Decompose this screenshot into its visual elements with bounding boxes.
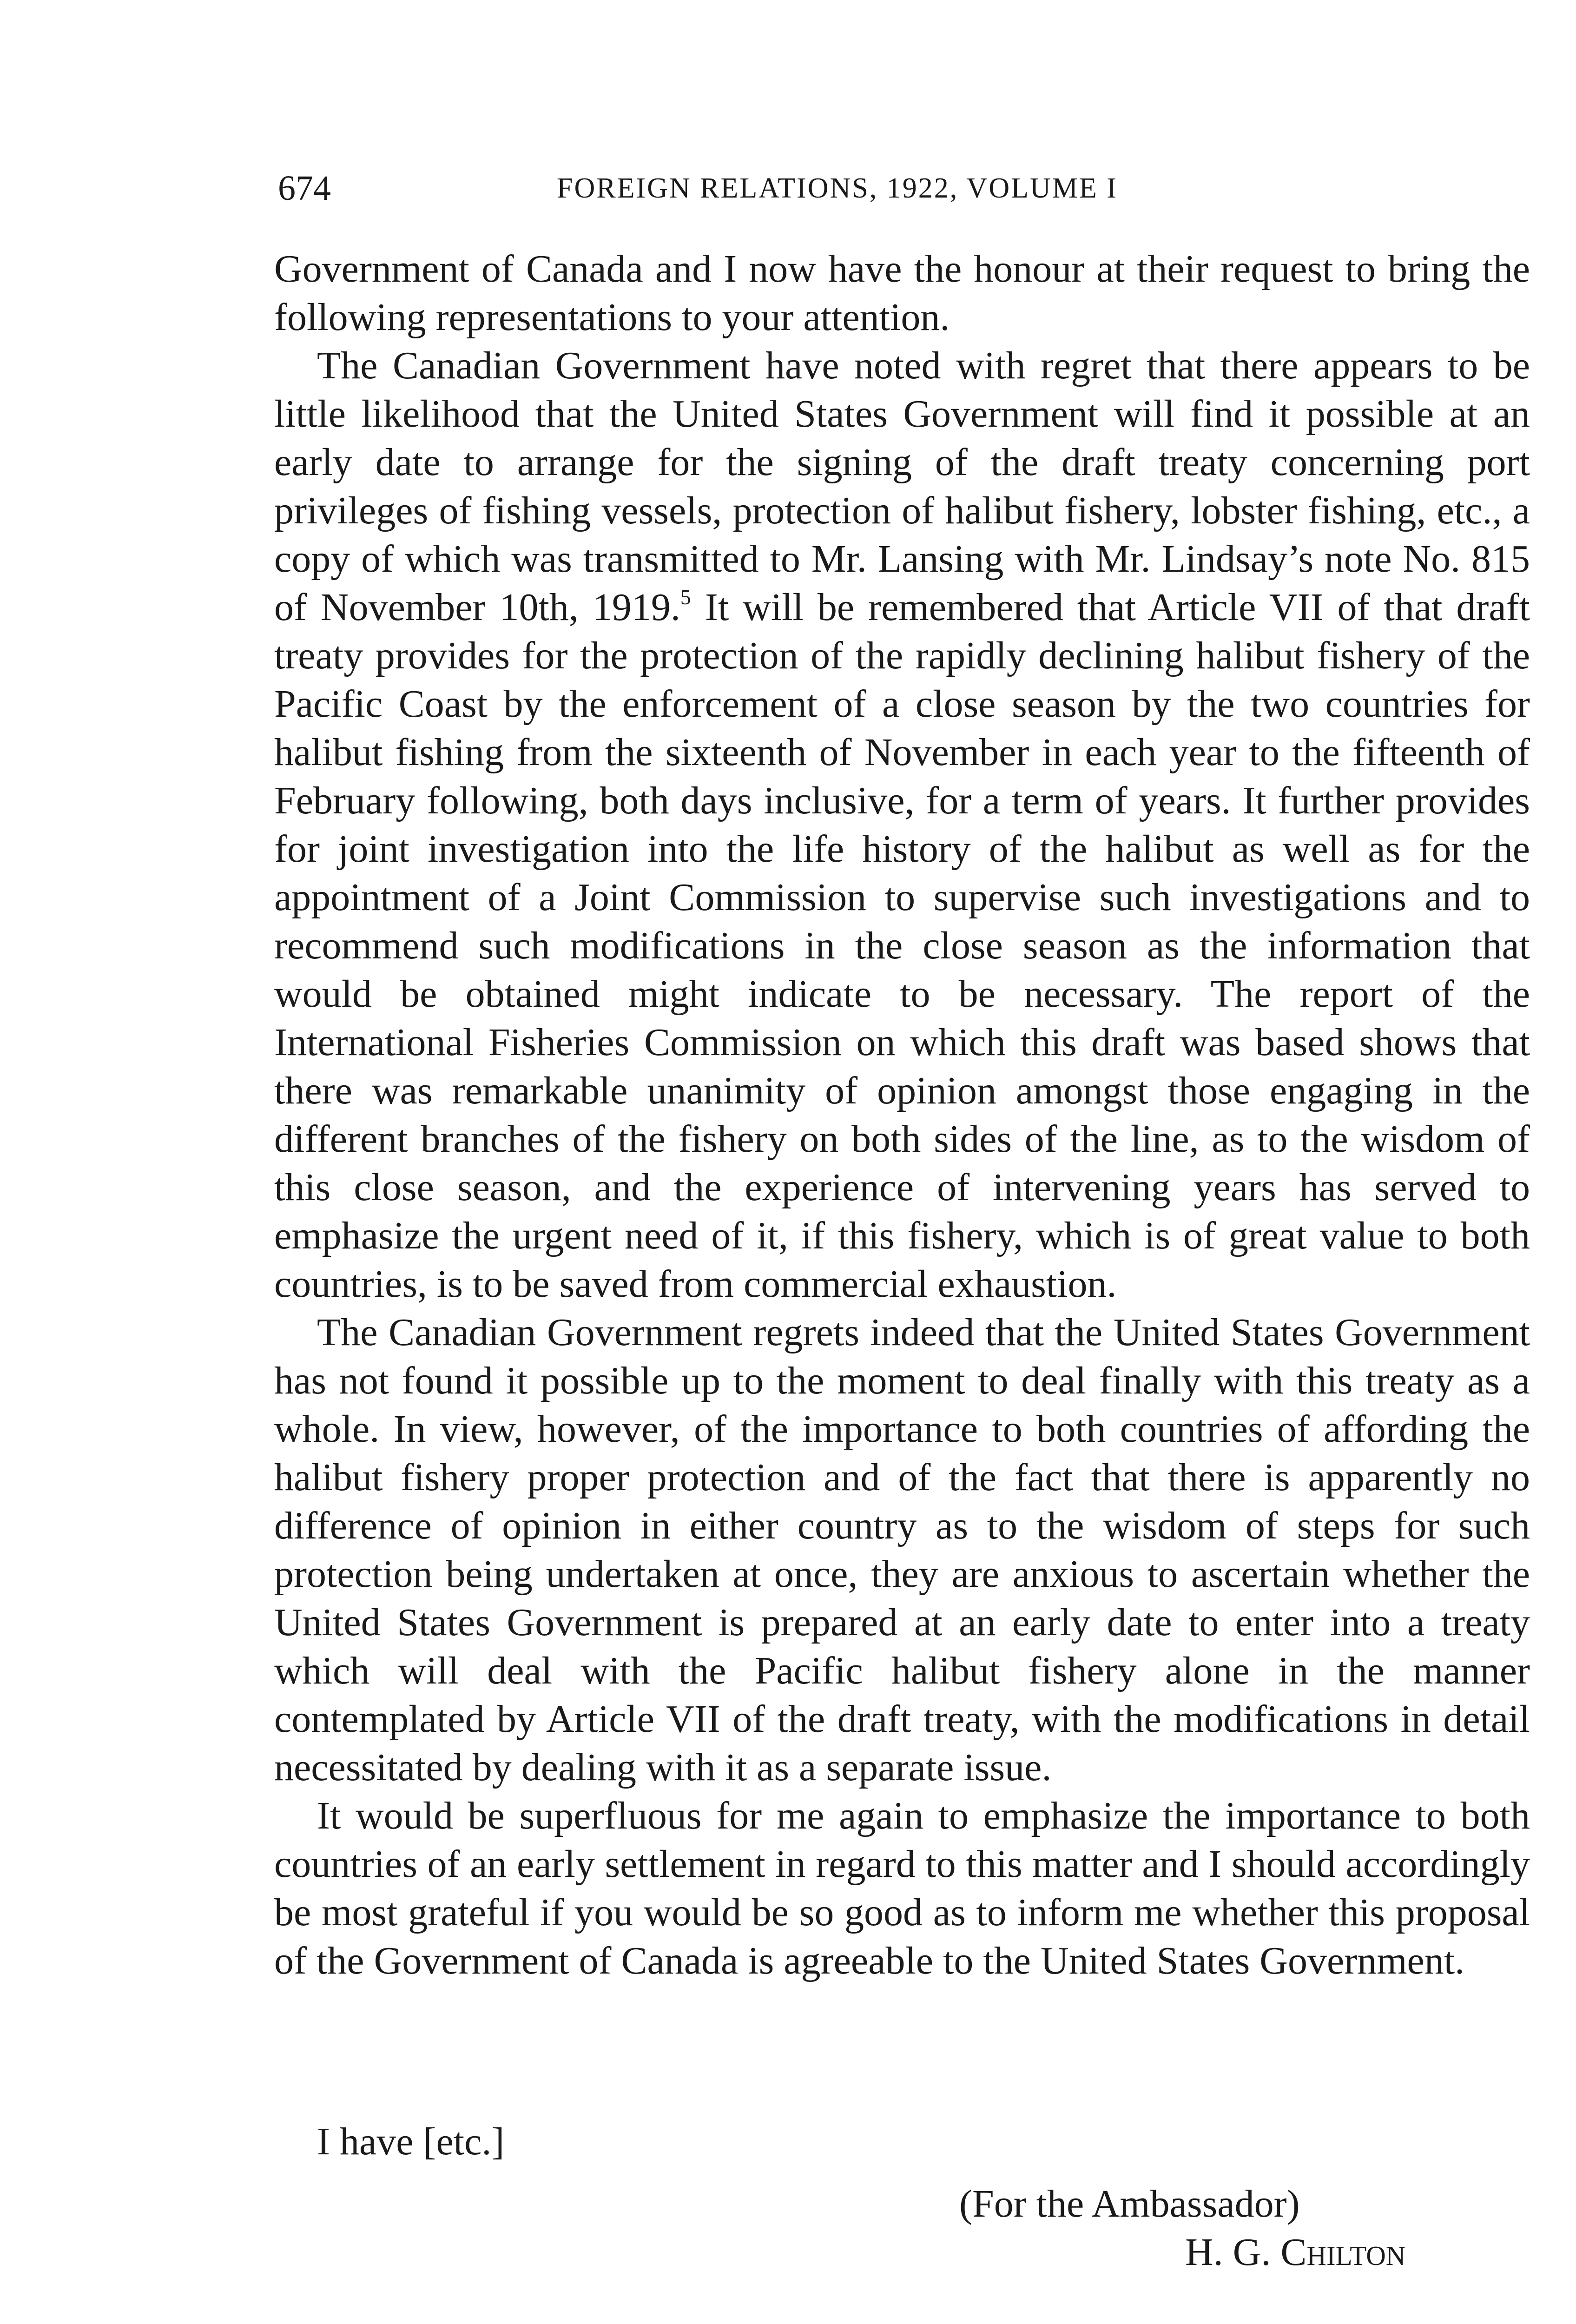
signature-name: H. G. Chilton	[1185, 2231, 1406, 2274]
letter-body	[274, 245, 1530, 1985]
closing-line: I have [etc.]	[317, 2120, 505, 2163]
paragraph-draft-treaty-text: The Canadian Government have noted with regret that there appears to be little likelihood that the United States Government will find it possible at an early date to arrange for the signing of the draft treaty concerning port privileges of fishing vessels, protection of halibut fishery, lobster fishing, etc., a copy of which was transmitted to Mr. Lansing with Mr. Lindsay’s note No. 815 of November 10th, 1919.	[274, 344, 1530, 629]
signature-for-line: (For the Ambassador)	[959, 2182, 1300, 2225]
paragraph-article-vii-text: It will be remembered that Article VII of that draft treaty provides for the protection of the rapidly declining halibut fishery of the Pacific Coast by the enforcement of a close season by the two countries for halibut fishing from the sixteenth of November in each year to the fifteenth of February following, both days inclusive, for a term of years. It further provides for joint investigation into the life history of the halibut as well as for the appointment of a Joint Commission to supervise such investigations and to recommend such modifications in the close season as the information that would be obtained might indicate to be necessary. The report of the International Fisheries Commission on which this draft was based shows that there was remarkable unanimity of opinion amongst those engaging in the different branches of the fishery on both sides of the line, as to the wisdom of this close season, and the experience of intervening years has served to emphasize the urgent need of it, if this fishery, which is of great value to both countries, is to be saved from commercial exhaustion.	[274, 586, 1530, 1306]
page-number: 674	[278, 169, 331, 208]
footnote-reference: 5	[680, 585, 691, 609]
signature-block	[959, 2180, 1470, 2277]
running-head: FOREIGN RELATIONS, 1922, VOLUME I	[557, 172, 1118, 204]
paragraph-continuation: Government of Canada and I now have the honour at their request to bring the following representations to your attention.	[274, 247, 1530, 339]
paragraph-draft-treaty	[274, 342, 1530, 1308]
paragraph-request: It would be superfluous for me again to emphasize the importance to both countries of an early settlement in regard to this matter and I should accordingly be most grateful if you would be so good as to inform me whether this proposal of the Government of Canada is agreeable to the United States Government.	[274, 1794, 1530, 1982]
page-header	[278, 163, 1533, 214]
paragraph-canadian-regret: The Canadian Government regrets indeed that the United States Government has not found it possible up to the moment to deal finally with this treaty as a whole. In view, however, of the importance to both countries of affording the halibut fishery proper protection and of the fact that there is apparently no difference of opinion in either country as to the wisdom of steps for such protection being undertaken at once, they are anxious to ascertain whether the United States Government is prepared at an early date to enter into a treaty which will deal with the Pacific halibut fishery alone in the manner contemplated by Article VII of the draft treaty, with the modifications in detail necessitated by dealing with it as a separate issue.	[274, 1311, 1530, 1789]
